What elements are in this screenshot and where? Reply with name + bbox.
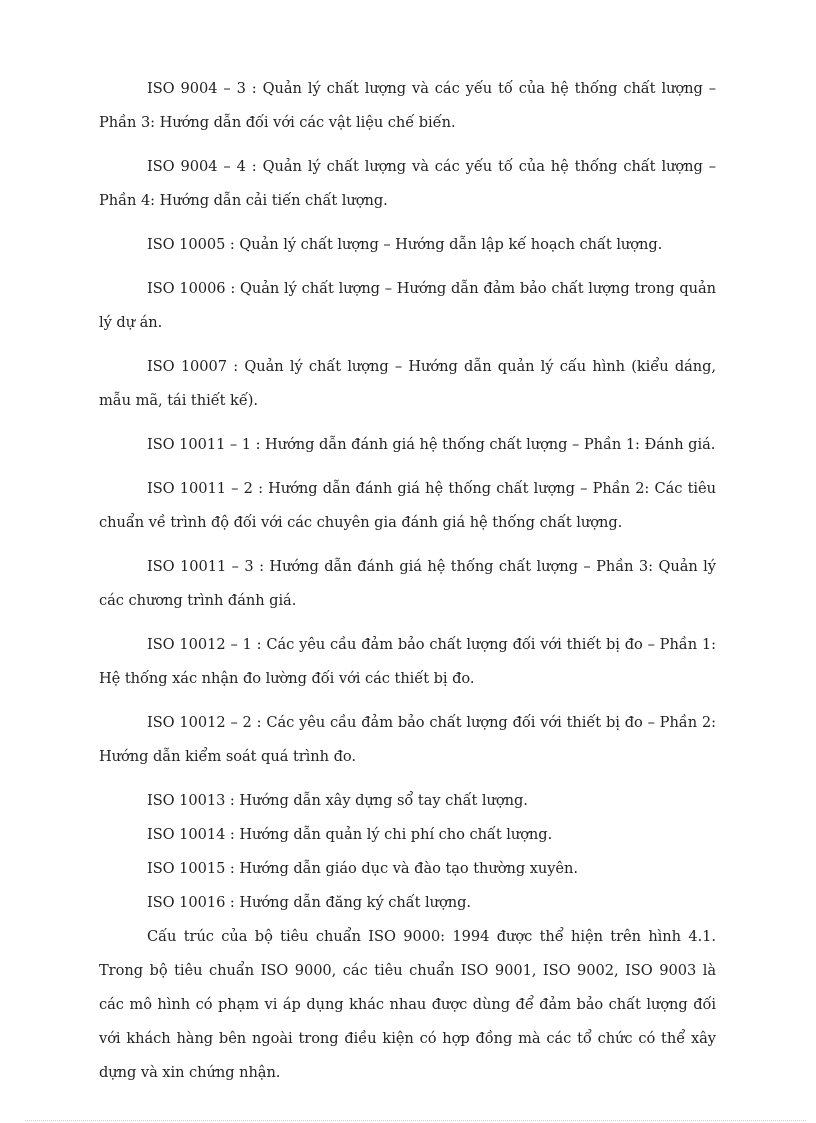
paragraph-iso-10016: ISO 10016 : Hướng dẫn đăng ký chất lượng. [147, 894, 471, 911]
paragraph-iso-10012-1: ISO 10012 – 1 : Các yêu cầu đảm bảo chất lượng đối với thiết bị đo – Phần 1: Hệ thống xác nhận đo lường đối với các thiết bị đo. [99, 636, 716, 687]
paragraph-iso-10011-3: ISO 10011 – 3 : Hướng dẫn đánh giá hệ thống chất lượng – Phần 3: Quản lý các chương trình đánh giá. [99, 558, 716, 609]
paragraph-iso-10012-2: ISO 10012 – 2 : Các yêu cầu đảm bảo chất lượng đối với thiết bị đo – Phần 2: Hướng dẫn kiểm soát quá trình đo. [99, 714, 716, 765]
paragraph-iso-9004-4: ISO 9004 – 4 : Quản lý chất lượng và các yếu tố của hệ thống chất lượng – Phần 4: Hướng dẫn cải tiến chất lượng. [99, 158, 716, 209]
paragraph-iso-10011-2: ISO 10011 – 2 : Hướng dẫn đánh giá hệ thống chất lượng – Phần 2: Các tiêu chuẩn về trình độ đối với các chuyên gia đánh giá hệ thống chất lượng. [99, 480, 716, 531]
paragraph-iso-10005: ISO 10005 : Quản lý chất lượng – Hướng dẫn lập kế hoạch chất lượng. [147, 236, 663, 253]
paragraph-iso-10014: ISO 10014 : Hướng dẫn quản lý chi phí cho chất lượng. [147, 826, 553, 843]
paragraph-iso-10013: ISO 10013 : Hướng dẫn xây dựng sổ tay chất lượng. [147, 792, 528, 809]
paragraph-iso-9004-3: ISO 9004 – 3 : Quản lý chất lượng và các yếu tố của hệ thống chất lượng – Phần 3: Hướng dẫn đối với các vật liệu chế biến. [99, 80, 716, 131]
paragraph-iso-10015: ISO 10015 : Hướng dẫn giáo dục và đào tạo thường xuyên. [147, 860, 578, 877]
document-page [99, 72, 716, 1100]
paragraph-iso-10007: ISO 10007 : Quản lý chất lượng – Hướng dẫn quản lý cấu hình (kiểu dáng, mẫu mã, tái thiết kế). [99, 358, 716, 409]
paragraph-iso-10011-1: ISO 10011 – 1 : Hướng dẫn đánh giá hệ thống chất lượng – Phần 1: Đánh giá. [147, 436, 716, 453]
paragraph-iso-10006: ISO 10006 : Quản lý chất lượng – Hướng dẫn đảm bảo chất lượng trong quản lý dự án. [99, 280, 716, 331]
page-bottom-divider [25, 1120, 806, 1121]
paragraph-structure-iso-9000: Cấu trúc của bộ tiêu chuẩn ISO 9000: 1994 được thể hiện trên hình 4.1. Trong bộ tiêu chuẩn ISO 9000, các tiêu chuẩn ISO 9001, ISO 9002, ISO 9003 là các mô hình có phạm vi áp dụng khác nhau được dùng để đảm bảo chất lượng đối với khách hàng bên ngoài trong điều kiện có hợp đồng mà các tổ chức có thể xây dựng và xin chứng nhận. [99, 928, 716, 1081]
